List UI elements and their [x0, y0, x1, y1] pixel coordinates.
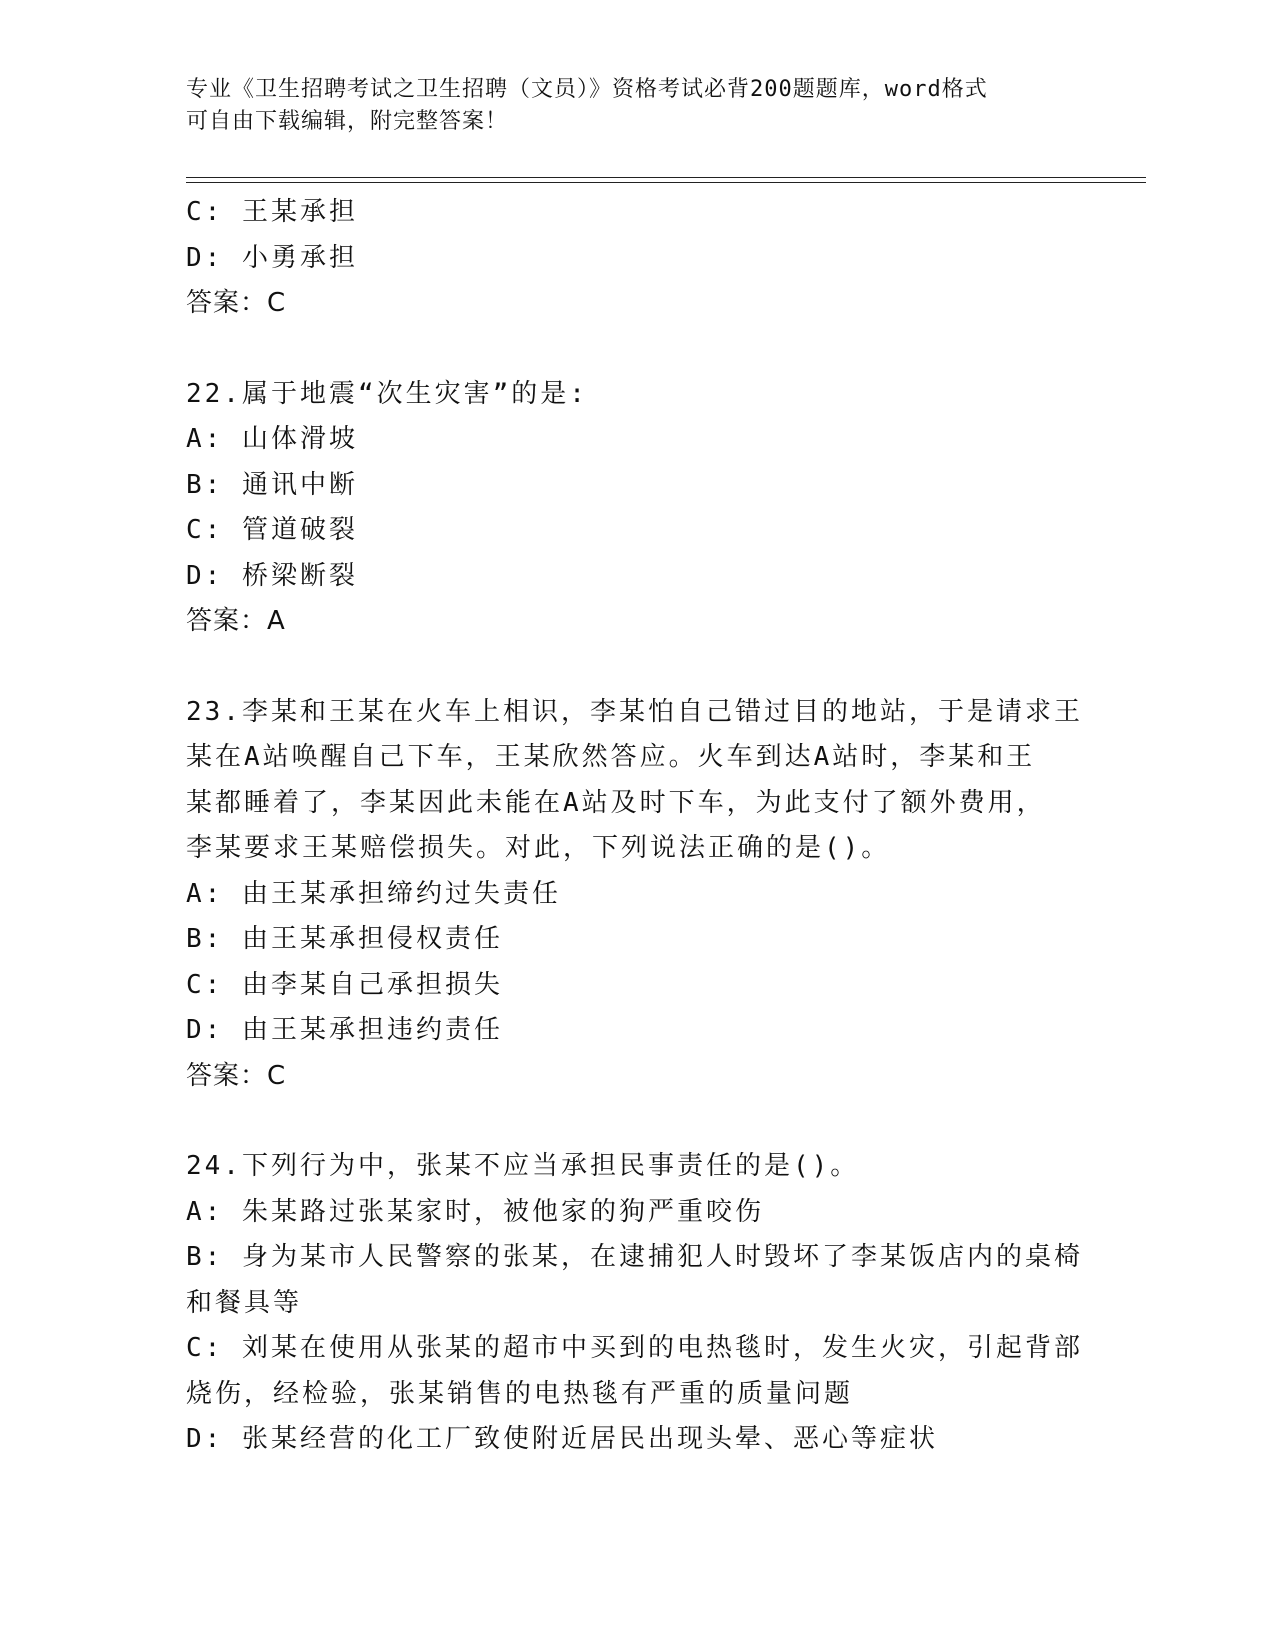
option-c: C: 王某承担: [186, 197, 358, 227]
option-b-line-1: B: 身为某市人民警察的张某，在逮捕犯人时毁坏了李某饭店内的桌椅: [186, 1242, 1083, 1272]
spacer: [186, 327, 1086, 372]
question-block-carryover: [186, 190, 1086, 327]
answer-line: 答案：C: [186, 288, 287, 318]
question-text-line-4: 李某要求王某赔偿损失。对此，下列说法正确的是()。: [186, 833, 891, 863]
option-c: C: 管道破裂: [186, 515, 358, 545]
header-divider-bottom: [186, 182, 1146, 183]
option-c-line-1: C: 刘某在使用从张某的超市中买到的电热毯时，发生火灾，引起背部: [186, 1333, 1083, 1363]
option-d: D: 由王某承担违约责任: [186, 1015, 503, 1045]
question-text: 24.下列行为中，张某不应当承担民事责任的是()。: [186, 1151, 860, 1181]
question-text-line-2: 某在A站唤醒自己下车，王某欣然答应。火车到达A站时，李某和王: [186, 742, 1036, 772]
spacer: [186, 1099, 1086, 1144]
header-title-line-1: 专业《卫生招聘考试之卫生招聘（文员）》资格考试必背200题题库，word格式: [186, 77, 988, 102]
header-title-line-2: 可自由下载编辑，附完整答案！: [186, 109, 509, 134]
option-d: D: 小勇承担: [186, 242, 358, 273]
answer-line: 答案：A: [186, 606, 286, 636]
question-block-24: [186, 1144, 1086, 1463]
question-block-23: [186, 690, 1086, 1100]
document-header: [186, 74, 1086, 138]
document-body: [186, 190, 1086, 1463]
option-b: B: 由王某承担侵权责任: [186, 924, 503, 954]
option-b-line-2: 和餐具等: [186, 1287, 303, 1318]
question-block-22: [186, 372, 1086, 645]
option-a: A: 山体滑坡: [186, 424, 358, 454]
option-d: D: 张某经营的化工厂致使附近居民出现头晕、恶心等症状: [186, 1424, 938, 1454]
header-divider-top: [186, 177, 1146, 178]
option-d: D: 桥梁断裂: [186, 560, 358, 591]
question-text: 22.属于地震“次生灾害”的是:: [186, 378, 588, 409]
option-a: A: 朱某路过张某家时，被他家的狗严重咬伤: [186, 1196, 764, 1227]
option-a: A: 由王某承担缔约过失责任: [186, 878, 561, 909]
question-text-line-3: 某都睡着了，李某因此未能在A站及时下车，为此支付了额外费用，: [186, 787, 1046, 818]
option-c-line-2: 烧伤，经检验，张某销售的电热毯有严重的质量问题: [186, 1378, 854, 1409]
spacer: [186, 645, 1086, 690]
answer-line: 答案：C: [186, 1060, 287, 1091]
question-text-line-1: 23.李某和王某在火车上相识，李某怕自己错过目的地站，于是请求王: [186, 696, 1083, 727]
option-c: C: 由李某自己承担损失: [186, 969, 503, 1000]
option-b: B: 通讯中断: [186, 469, 358, 500]
